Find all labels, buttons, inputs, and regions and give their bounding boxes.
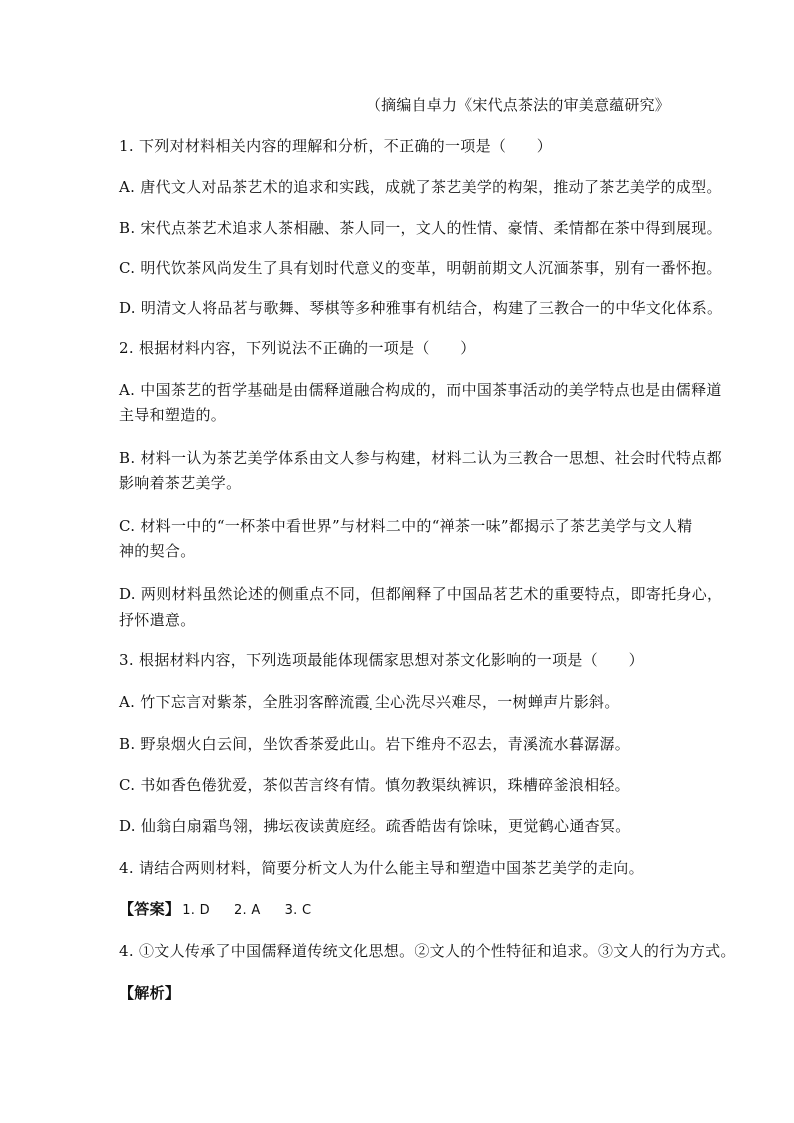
- question-3-option-a: A. 竹下忘言对紫茶，全胜羽客醉流霞 ̣尘心洗尽兴难尽，一树蝉声片影斜。: [119, 693, 620, 711]
- question-4-stem: 4. 请结合两则材料，简要分析文人为什么能主导和塑造中国茶艺美学的走向。: [119, 859, 644, 877]
- question-3-stem: 3. 根据材料内容，下列选项最能体现儒家思想对茶文化影响的一项是（ ）: [119, 651, 644, 669]
- question-2-option-d-line1: D. 两则材料虽然论述的侧重点不同，但都阐释了中国品茗艺术的重要特点，即寄托身心，: [119, 585, 723, 603]
- question-2-option-d-line2: 抒怀遣意。: [119, 611, 196, 629]
- question-1-option-d: D. 明清文人将品茗与歌舞、琴棋等多种雅事有机结合，构建了三教合一的中华文化体系。: [119, 299, 723, 317]
- question-1-option-a: A. 唐代文人对品茶艺术的追求和实践，成就了茶艺美学的构架，推动了茶艺美学的成型。: [119, 178, 722, 196]
- question-2-option-c-line1: C. 材料一中的“一杯茶中看世界”与材料二中的“禅茶一味”都揭示了茶艺美学与文人精: [119, 517, 693, 535]
- question-2-option-c-line2: 神的契合。: [119, 542, 196, 560]
- question-2-stem: 2. 根据材料内容，下列说法不正确的一项是（ ）: [119, 339, 476, 357]
- answer-item-2: 2. A: [233, 903, 261, 918]
- answer-item-1: 1. D: [182, 903, 210, 918]
- question-1-option-b: B. 宋代点茶艺术追求人茶相融、茶人同一，文人的性情、豪情、柔情都在茶中得到展现。: [119, 219, 722, 237]
- question-4-answer: 4. ①文人传承了中国儒释道传统文化思想。②文人的个性特征和追求。③文人的行为方式。: [119, 942, 736, 960]
- question-2-option-b-line2: 影响着茶艺美学。: [119, 474, 242, 492]
- question-1-option-c: C. 明代饮茶风尚发生了具有划时代意义的变革，明朝前期文人沉湎茶事，别有一番怀抱。: [119, 259, 722, 277]
- source-citation: （摘编自卓力《宋代点茶法的审美意蕴研究》: [365, 96, 670, 114]
- question-3-option-c: C. 书如香色倦犹爱，茶似苦言终有情。慎勿教渠纨裤识，珠槽碎釜浪相轻。: [119, 776, 630, 794]
- answer-item-3: 3. C: [284, 903, 312, 918]
- question-3-option-d: D. 仙翁白扇霜鸟翎，拂坛夜读黄庭经。疏香皓齿有馀味，更觉鹤心通杳冥。: [119, 817, 631, 835]
- question-2-option-b-line1: B. 材料一认为茶艺美学体系由文人参与构建，材料二认为三教合一思想、社会时代特点都: [119, 449, 722, 467]
- analysis-label: 【解析】: [119, 984, 181, 1002]
- question-2-option-a-line2: 主导和塑造的。: [119, 406, 227, 424]
- answer-label: 【答案】: [119, 900, 181, 918]
- question-2-option-a-line1: A. 中国茶艺的哲学基础是由儒释道融合构成的，而中国茶事活动的美学特点也是由儒释道: [119, 381, 722, 399]
- question-1-stem: 1. 下列对材料相关内容的理解和分析，不正确的一项是（ ）: [119, 137, 553, 155]
- answer-line: [119, 895, 681, 925]
- question-3-option-b: B. 野泉烟火白云间，坐饮香茶爱此山。岩下维舟不忍去，青溪流水暮潺潺。: [119, 735, 631, 753]
